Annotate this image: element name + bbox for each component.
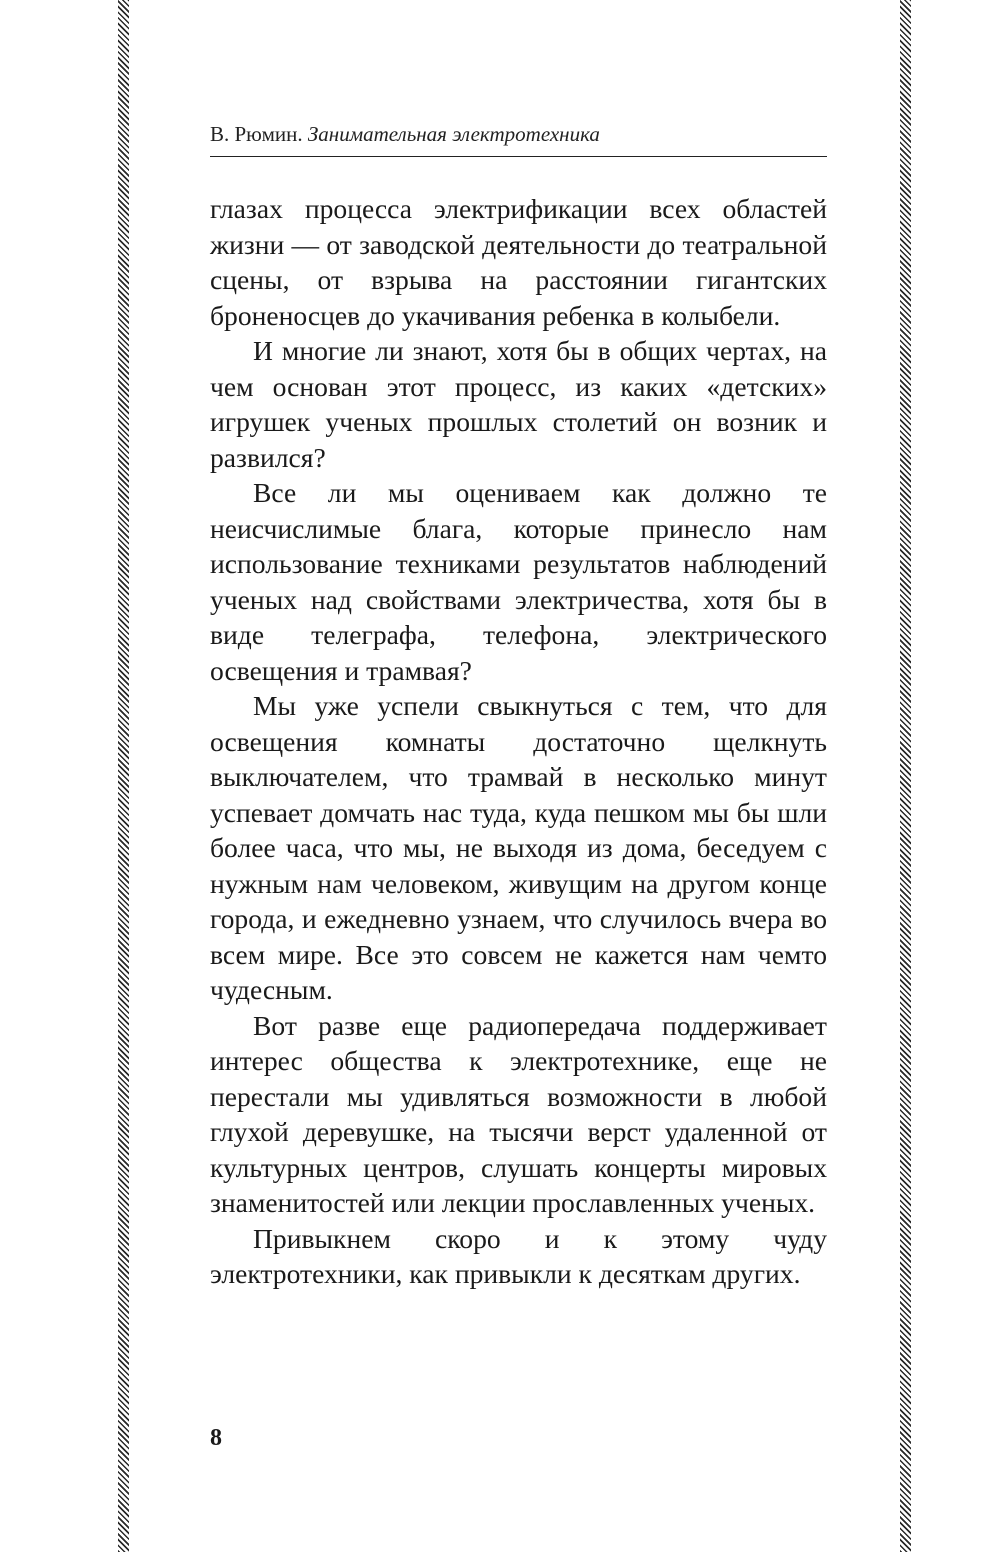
left-decorative-border xyxy=(118,0,129,1552)
paragraph: Все ли мы оцениваем как должно те неисчислимые блага, которые принесло нам использование техниками результатов наблюдений ученых над свойствами электричества, хотя бы в виде телеграфа, телефона, электрического освещения и трамвая? xyxy=(210,477,827,686)
running-head xyxy=(210,122,825,147)
right-decorative-border xyxy=(900,0,911,1552)
body-text xyxy=(210,191,827,1292)
page-number: 8 xyxy=(210,1425,222,1451)
running-head-title: Занимательная электротехника xyxy=(307,122,600,146)
paragraph-continuation: глазах процесса электрификации всех областей жизни — от заводской деятельности до театральной сцены, от взрыва на расстоянии гигантских броненосцев до укачивания ребенка в колыбели. xyxy=(210,193,827,331)
running-head-author: В. Рюмин. xyxy=(210,122,303,146)
paragraph: Мы уже успели свыкнуться с тем, что для освещения комнаты достаточно щелкнуть выключателем, что трамвай в несколько минут успевает домчать нас туда, куда пешком мы бы шли более часа, что мы, не выходя из дома, беседуем с нужным нам человеком, живущим на другом конце города, и ежедневно узнаем, что случилось вчера во всем мире. Все это совсем не кажется нам чемто чудесным. xyxy=(210,690,827,1005)
paragraph: И многие ли знают, хотя бы в общих чертах, на чем основан этот процесс, из каких «детских» игрушек ученых прошлых столетий он возник и развился? xyxy=(210,335,827,473)
paragraph: Вот разве еще радиопередача поддерживает интерес общества к электротехнике, еще не перестали мы удивляться возможности в любой глухой деревушке, на тысячи верст удаленной от культурных центров, слушать концерты мировых знаменитостей или лекции прославленных ученых. xyxy=(210,1009,827,1218)
header-rule xyxy=(210,156,827,157)
paragraph: Привыкнем скоро и к этому чуду электротехники, как привыкли к десяткам других. xyxy=(210,1222,827,1289)
